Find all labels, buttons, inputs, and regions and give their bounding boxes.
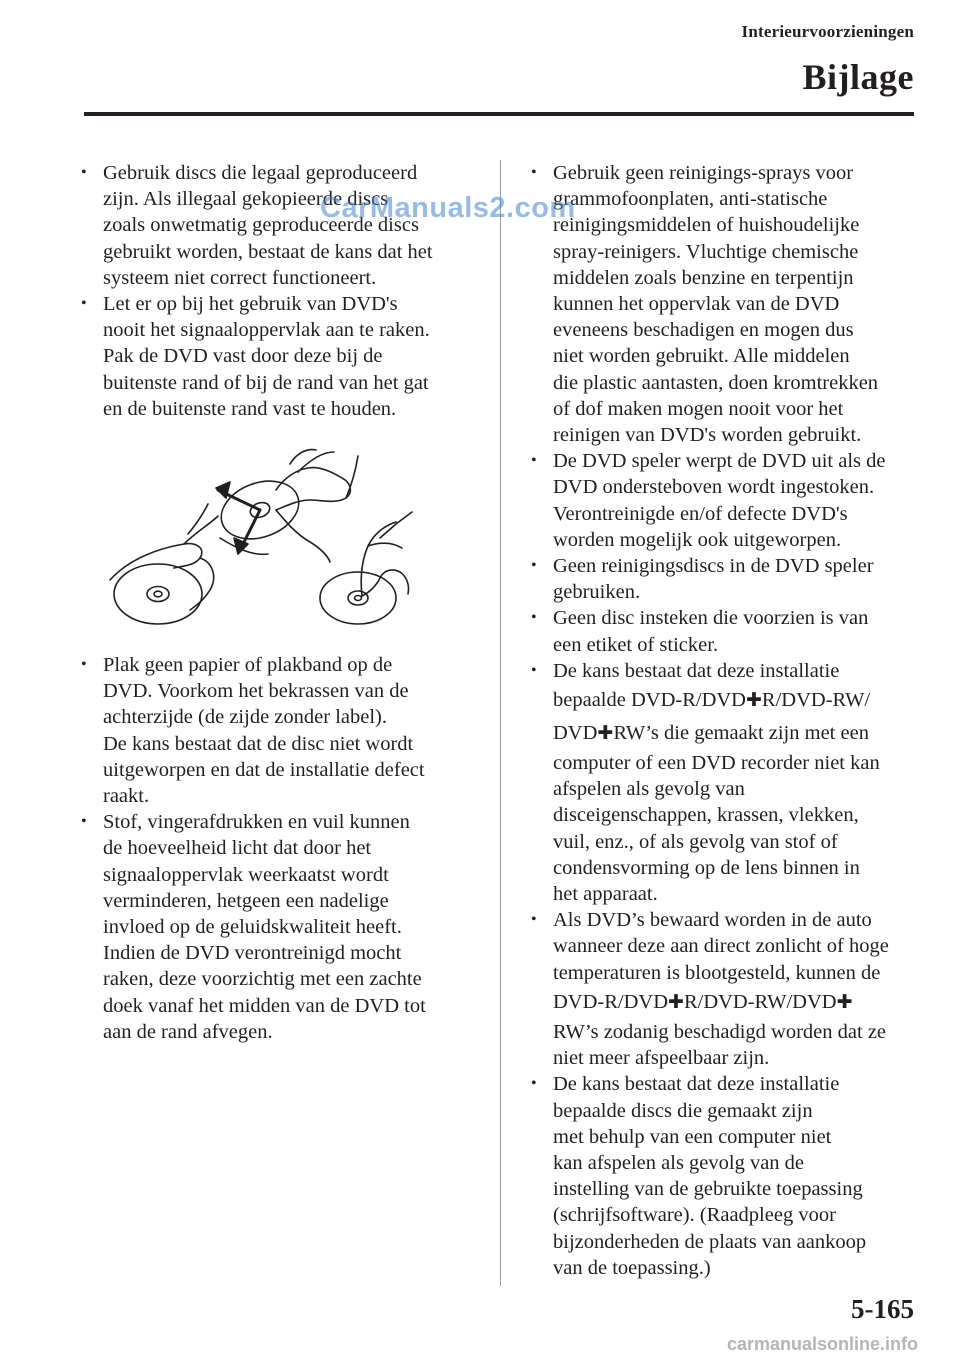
text-line: die plastic aantasten, doen kromtrekken: [553, 371, 879, 394]
text-line: grammofoonplaten, anti-statische: [553, 188, 828, 211]
footer-watermark: carmanualsonline.info: [726, 1334, 918, 1354]
header-rule: [84, 112, 914, 116]
text-line: De kans bestaat dat de disc niet wordt: [103, 732, 414, 755]
text-line: het apparaat.: [553, 883, 658, 906]
bullet-handling-dvd: [78, 291, 478, 422]
text-line: zoals onwetmatig geproduceerde discs: [103, 214, 419, 237]
bullet-no-sprays: [528, 160, 928, 448]
text-line: • Als DVD’s bewaard worden in de auto: [553, 909, 872, 932]
text-line: een etiket of sticker.: [553, 633, 719, 656]
text-line: disceigenschappen, krassen, vlekken,: [553, 804, 859, 827]
text-line: kan afspelen als gevolg van de: [553, 1151, 805, 1174]
page-title: Bijlage: [802, 57, 914, 97]
bullet-heat-sunlight: [528, 907, 928, 1071]
text-line: de hoeveelheid licht dat door het: [103, 837, 372, 860]
text-line: • Gebruik discs die legaal geproduceerd: [103, 162, 418, 184]
text-line: middelen zoals benzine en terpentijn: [553, 266, 854, 289]
text-line: niet meer afspeelbaar zijn.: [553, 1047, 770, 1070]
plus-icon: ✚: [836, 990, 853, 1013]
text-line: • Geen disc insteken die voorzien is van: [553, 607, 869, 630]
page-number: 5-165: [851, 1294, 914, 1324]
text-line: Indien de DVD verontreinigd mocht: [103, 942, 402, 965]
text-line: uitgeworpen en dat de installatie defect: [103, 758, 425, 781]
text-line: bijzonderheden de plaats van aankoop: [553, 1230, 867, 1253]
section-label: Interieurvoorzieningen: [741, 22, 914, 41]
text-line: (schrijfsoftware). (Raadpleeg voor: [553, 1204, 836, 1227]
bullet-recorded-dvds: [528, 658, 928, 907]
text-line: DVD-R/DVD✚R/DVD-RW/DVD✚: [553, 990, 853, 1013]
text-line: met behulp van een computer niet: [553, 1125, 832, 1148]
text-line: • De kans bestaat dat deze installatie: [553, 1073, 840, 1096]
text-line: • Geen reinigingsdiscs in de DVD speler: [553, 555, 874, 578]
plus-icon: ✚: [597, 722, 614, 745]
bullet-legal-discs: [78, 160, 478, 291]
disc-handling-illustration: [100, 438, 420, 634]
plus-icon: ✚: [746, 689, 762, 712]
column-divider: [500, 160, 501, 1286]
text-line: • Stof, vingerafdrukken en vuil kunnen: [103, 811, 410, 834]
text-line: reinigen van DVD's worden gebruikt.: [553, 424, 862, 447]
text-line: • De DVD speler werpt de DVD uit als de: [553, 450, 886, 473]
disc-left: [114, 564, 202, 624]
text-line: • Plak geen papier of plakband op de: [103, 654, 393, 677]
text-line: computer of een DVD recorder niet kan: [553, 752, 880, 775]
plus-icon: ✚: [668, 990, 684, 1013]
text-line: worden mogelijk ook uitgeworpen.: [553, 528, 842, 551]
text-line: nooit het signaaloppervlak aan te raken.: [103, 319, 430, 342]
text-line: DVD ondersteboven wordt ingestoken.: [553, 476, 875, 499]
left-column: [78, 160, 478, 1045]
bullet-upside-down: [528, 448, 928, 553]
bullet-no-paper: [78, 652, 478, 809]
text-line: DVD. Voorkom het bekrassen van de: [103, 680, 409, 703]
text-line: buitenste rand of bij de rand van het gat: [103, 371, 429, 394]
text-line: bepaalde discs die gemaakt zijn: [553, 1099, 813, 1122]
text-line: Pak de DVD vast door deze bij de: [103, 345, 383, 368]
text-line: achterzijde (de zijde zonder label).: [103, 706, 387, 729]
text-line: afspelen als gevolg van: [553, 778, 745, 801]
text-line: kunnen het oppervlak van de DVD: [553, 293, 840, 316]
text-line: spray-reinigers. Vluchtige chemische: [553, 240, 859, 263]
text-line: DVD✚RW’s die gemaakt zijn met een: [553, 722, 869, 745]
text-line: aan de rand afvegen.: [103, 1020, 273, 1043]
text-line: verminderen, hetgeen een nadelige: [103, 889, 389, 912]
text-line: niet worden gebruikt. Alle middelen: [553, 345, 850, 368]
text-line: Verontreinigde en/of defecte DVD's: [553, 502, 848, 525]
text-line: reinigingsmiddelen of huishoudelijke: [553, 214, 860, 237]
disc-right: [320, 572, 396, 624]
text-line: RW’s zodanig beschadigd worden dat ze: [553, 1020, 887, 1043]
text-line: raken, deze voorzichtig met een zachte: [103, 968, 422, 991]
text-line: systeem niet correct functioneert.: [103, 266, 377, 289]
right-column: [528, 160, 928, 1281]
text-line: wanneer deze aan direct zonlicht of hoge: [553, 935, 889, 958]
text-line: • Let er op bij het gebruik van DVD's: [103, 293, 398, 316]
bullet-dust-fingerprints: [78, 809, 478, 1045]
text-line: invloed op de geluidskwaliteit heeft.: [103, 916, 402, 939]
text-line: instelling van de gebruikte toepassing: [553, 1178, 863, 1201]
bullet-stickers: [528, 605, 928, 657]
text-line: vuil, enz., of als gevolg van stof of: [553, 830, 838, 853]
text-line: gebruikt worden, bestaat de kans dat het: [103, 240, 433, 263]
text-line: condensvorming op de lens binnen in: [553, 856, 860, 879]
text-line: raakt.: [103, 785, 150, 808]
text-line: of dof maken mogen nooit voor het: [553, 397, 844, 420]
text-line: en de buitenste rand vast te houden.: [103, 397, 397, 420]
text-line: • De kans bestaat dat deze installatie: [553, 659, 840, 682]
text-line: bepaalde DVD-R/DVD✚R/DVD-RW/: [553, 689, 871, 712]
watermark: CarManuals2.com: [320, 192, 576, 224]
text-line: eveneens beschadigen en mogen dus: [553, 319, 854, 342]
text-line: • Gebruik geen reinigings-sprays voor: [553, 162, 854, 184]
text-line: doek vanaf het midden van de DVD tot: [103, 994, 426, 1017]
bullet-software: [528, 1071, 928, 1281]
text-line: signaaloppervlak weerkaatst wordt: [103, 863, 389, 886]
text-line: gebruiken.: [553, 581, 641, 604]
text-line: temperaturen is blootgesteld, kunnen de: [553, 961, 881, 984]
text-line: zijn. Als illegaal gekopieerde discs: [103, 188, 389, 211]
bullet-cleaning-discs: [528, 553, 928, 605]
text-line: van de toepassing.): [553, 1256, 711, 1279]
